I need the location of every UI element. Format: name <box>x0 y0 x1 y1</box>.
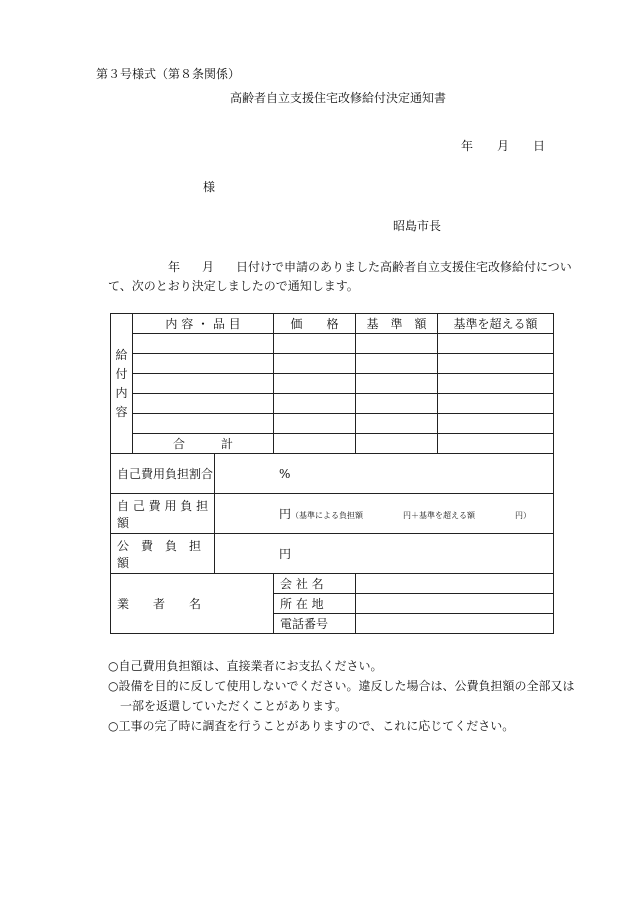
standard-cell[interactable] <box>356 334 438 354</box>
address-label: 所 在 地 <box>274 594 356 614</box>
total-over-cell[interactable] <box>438 434 554 454</box>
public-amount-value[interactable]: 円 <box>215 534 554 574</box>
item-cell[interactable] <box>133 354 274 374</box>
price-cell[interactable] <box>274 334 356 354</box>
over-cell[interactable] <box>438 334 554 354</box>
notes-section <box>108 656 574 736</box>
company-value[interactable] <box>356 574 554 594</box>
standard-cell[interactable] <box>356 414 438 434</box>
item-cell[interactable] <box>133 394 274 414</box>
table-row <box>111 374 554 394</box>
over-cell[interactable] <box>438 374 554 394</box>
company-label: 会 社 名 <box>274 574 356 594</box>
form-number-label: 第３号様式（第８条関係） <box>96 67 241 81</box>
price-cell[interactable] <box>274 414 356 434</box>
phone-value[interactable] <box>356 614 554 634</box>
price-cell[interactable] <box>274 374 356 394</box>
total-label: 合 計 <box>133 434 274 454</box>
date-line <box>461 137 545 154</box>
benefit-table <box>110 313 554 634</box>
table-row <box>111 414 554 434</box>
contractor-label: 業 者 名 <box>111 574 274 634</box>
table-row <box>111 334 554 354</box>
self-amount-label: 自 己 費 用 負 担 額 <box>111 494 215 534</box>
date-month: 月 <box>497 139 510 153</box>
item-cell[interactable] <box>133 334 274 354</box>
over-cell[interactable] <box>438 394 554 414</box>
header-over: 基準を超える額 <box>438 314 554 334</box>
header-standard: 基 準 額 <box>356 314 438 334</box>
addressee-honorific: 様 <box>203 180 216 194</box>
table-row <box>111 354 554 374</box>
note-item: ○工事の完了時に調査を行うことがありますので、これに応じてください。 <box>108 719 515 733</box>
benefit-content-label: 給 付 内 容 <box>111 314 133 454</box>
self-ratio-label: 自己費用負担割合 <box>111 454 215 494</box>
self-amount-value[interactable]: 円（基準による負担額 円＋基準を超える額 円） <box>215 494 554 534</box>
address-value[interactable] <box>356 594 554 614</box>
total-standard-cell[interactable] <box>356 434 438 454</box>
item-cell[interactable] <box>133 414 274 434</box>
over-cell[interactable] <box>438 414 554 434</box>
public-amount-label: 公 費 負 担 額 <box>111 534 215 574</box>
self-ratio-value[interactable]: % <box>215 454 554 494</box>
price-cell[interactable] <box>274 354 356 374</box>
self-amount-note: （基準による負担額 円＋基準を超える額 円） <box>291 511 532 520</box>
standard-cell[interactable] <box>356 354 438 374</box>
body-month: 月 <box>202 260 215 274</box>
header-price: 価 格 <box>274 314 356 334</box>
date-day: 日 <box>533 139 546 153</box>
phone-label: 電話番号 <box>274 614 356 634</box>
note-item: 一部を返還していただくことがあります。 <box>120 699 348 713</box>
body-rest: 日付けで申請のありました高齢者自立支援住宅改修給付につい <box>236 260 572 274</box>
date-year: 年 <box>461 139 474 153</box>
standard-cell[interactable] <box>356 374 438 394</box>
total-price-cell[interactable] <box>274 434 356 454</box>
note-item: ○自己費用負担額は、直接業者にお支払ください。 <box>108 659 383 673</box>
body-year: 年 <box>168 260 181 274</box>
over-cell[interactable] <box>438 354 554 374</box>
price-cell[interactable] <box>274 394 356 414</box>
document-title: 高齢者自立支援住宅改修給付決定通知書 <box>230 91 447 105</box>
body-text-line-1 <box>108 258 572 275</box>
body-text-line-2: て、次のとおり決定しましたので通知します。 <box>108 279 359 293</box>
note-item: ○設備を目的に反して使用しないでください。違反した場合は、公費負担額の全部又は <box>108 679 575 693</box>
standard-cell[interactable] <box>356 394 438 414</box>
issuer-name: 昭島市長 <box>393 219 442 233</box>
item-cell[interactable] <box>133 374 274 394</box>
table-row <box>111 394 554 414</box>
header-item: 内 容 ・ 品 目 <box>133 314 274 334</box>
